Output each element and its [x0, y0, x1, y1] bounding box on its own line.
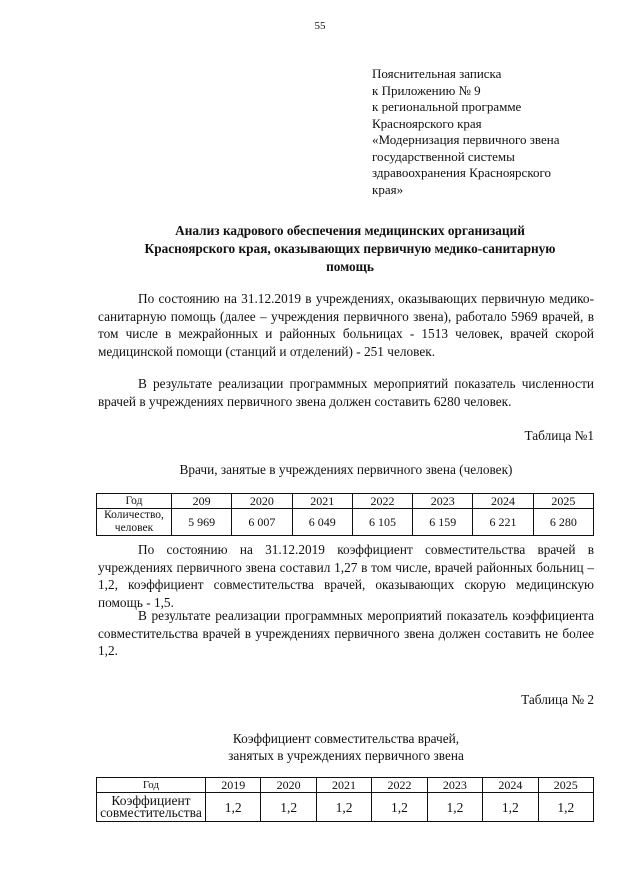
table-header-cell: 2019	[206, 778, 261, 793]
table-cell: 6 280	[533, 509, 593, 536]
table-cell: 1,2	[206, 793, 261, 822]
table-header-cell: 2024	[473, 494, 533, 509]
paragraph-coefficient	[98, 541, 594, 611]
table-cell: 1,2	[372, 793, 427, 822]
table-header-cell: 209	[172, 494, 232, 509]
note-line: Красноярского края	[372, 115, 482, 131]
table1-caption: Врачи, занятые в учреждениях первичного звена (человек)	[179, 462, 513, 477]
heading-line: Анализ кадрового обеспечения медицинских организаций	[175, 223, 525, 238]
table-row	[97, 793, 594, 822]
table-cell: 6 105	[352, 509, 412, 536]
note-line: к региональной программе	[372, 99, 522, 114]
table-header-row	[97, 778, 594, 793]
table-header-cell: 2025	[538, 778, 593, 793]
table-cell: 5 969	[172, 509, 232, 536]
table-row	[97, 509, 594, 536]
paragraph-text: По состоянию на 31.12.2019 коэффициент совместительства врачей в учреждениях первичного звена составил 1,27 в том числе, врачей районных больниц – 1,2, коэффициент совместительства врачей, оказывающих скорую медицинскую помощь - 1,5.	[98, 542, 594, 610]
caption-line: занятых в учреждениях первичного звена	[228, 748, 464, 763]
table-row-label: Количество, человек	[97, 509, 172, 536]
table-header-cell: Год	[97, 494, 172, 509]
explanatory-note	[372, 66, 612, 198]
note-line: здравоохранения Красноярского	[372, 165, 551, 180]
doctors-table	[96, 493, 594, 536]
table-cell: 1,2	[316, 793, 371, 822]
table2-label: Таблица № 2	[521, 692, 594, 707]
page-number: 55	[314, 20, 326, 32]
table-cell: 1,2	[538, 793, 593, 822]
table-header-cell: 2025	[533, 494, 593, 509]
table-header-cell: 2020	[261, 778, 316, 793]
table-cell: 6 159	[413, 509, 473, 536]
table-header-cell: Год	[97, 778, 206, 793]
paragraph-text: По состоянию на 31.12.2019 в учреждениях, оказывающих первичную медико-санитарную помощь (далее – учреждения первичного звена), работало 5969 врачей, в том числе в межрайонных и районных больницах - 1513 человек, врачей скорой медицинской помощи (станций и отделений) - 251 человек.	[98, 291, 594, 359]
table-cell: 1,2	[483, 793, 538, 822]
table-header-row	[97, 494, 594, 509]
heading-line: помощь	[326, 259, 374, 274]
table-header-cell: 2023	[413, 494, 473, 509]
table-header-cell: 2020	[232, 494, 292, 509]
paragraph-text: В результате реализации программных мероприятий показатель коэффициента совместительства врачей в учреждениях первичного звена должен составить не более 1,2.	[98, 608, 594, 658]
paragraph-text: В результате реализации программных мероприятий показатель численности врачей в учреждениях первичного звена должен составить 6280 человек.	[98, 376, 594, 409]
note-line: государственной системы	[372, 148, 515, 164]
table-cell: 1,2	[427, 793, 482, 822]
paragraph-target-coefficient	[98, 607, 594, 660]
table1-label: Таблица №1	[524, 428, 594, 443]
paragraph-target-count	[98, 375, 594, 410]
table-cell: 6 049	[292, 509, 352, 536]
table-cell: 6 221	[473, 509, 533, 536]
table-cell: 1,2	[261, 793, 316, 822]
table-row-label: Коэффициент совместительства	[97, 793, 206, 822]
table-header-cell: 2022	[352, 494, 412, 509]
table2-caption	[98, 730, 594, 764]
table-header-cell: 2024	[483, 778, 538, 793]
caption-line: Коэффициент совместительства врачей,	[232, 731, 460, 746]
note-line: Пояснительная записка	[372, 66, 502, 81]
table-header-cell: 2021	[316, 778, 371, 793]
paragraph-staff-count	[98, 290, 594, 360]
table-cell: 6 007	[232, 509, 292, 536]
coefficient-table	[96, 777, 594, 822]
table-header-cell: 2022	[372, 778, 427, 793]
table-header-cell: 2021	[292, 494, 352, 509]
note-line: края»	[372, 181, 404, 197]
document-heading	[90, 222, 610, 276]
note-line: «Модернизация первичного звена	[372, 132, 560, 147]
table-header-cell: 2023	[427, 778, 482, 793]
heading-line: Красноярского края, оказывающих первичную медико-санитарную	[144, 241, 556, 256]
note-line: к Приложению № 9	[372, 82, 481, 98]
